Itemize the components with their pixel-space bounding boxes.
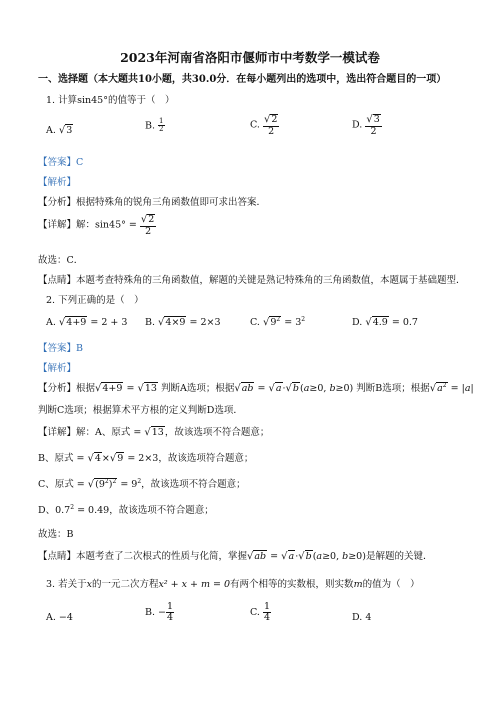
q3-option-d: D. 4 bbox=[352, 612, 372, 623]
q2-detail-d: D、$0.7^2 = 0.49$，故该选项不符合题意； bbox=[38, 503, 214, 516]
q2-comment: 【点睛】本题考查了二次根式的性质与化简，掌握√ab = √a·√b(a≥0, b≥0)是解题的关键． bbox=[38, 551, 433, 562]
q3-option-b: B. − $\frac{1}{4}$ bbox=[145, 601, 174, 623]
q2-answer: 【答案】B bbox=[38, 343, 83, 354]
q1-expr: sin45° bbox=[77, 95, 108, 106]
q1-conclusion: 故选：C． bbox=[38, 255, 84, 266]
q2-detail-b: B、原式 = √4×√9 = 2×3，故该选项符合题意； bbox=[38, 453, 254, 464]
q1-option-d: D. $\frac{√3}{2}$ bbox=[352, 114, 380, 137]
q1-stem: 1. 计算sin45°的值等于（ ） bbox=[46, 95, 175, 106]
q3-option-a: A. −4 bbox=[46, 612, 73, 623]
q2-option-d: D. √4.9 = 0.7 bbox=[352, 317, 418, 328]
q1-comment: 【点睛】本题考查特殊角的三角函数值，解题的关键是熟记特殊角的三角函数值，本题属于基础题型． bbox=[38, 275, 466, 286]
q2-option-a: A. √4+9 = 2 + 3 bbox=[46, 317, 128, 328]
q2-option-b: B. √4×9 = 2×3 bbox=[145, 317, 221, 328]
q1-analysis-tag: 【解析】 bbox=[38, 177, 77, 188]
q3-stem: 3. 若关于x的一元二次方程x² + x + m = 0有两个相等的实数根，则实数m的值为（ ） bbox=[46, 579, 420, 590]
q2-option-c: C. $√9^2 = 3^2$ bbox=[250, 315, 306, 328]
q2-stem: 2. 下列正确的是（ ） bbox=[46, 295, 144, 306]
q1-option-b: B. $\frac{1}{2}$ bbox=[145, 117, 164, 134]
q2-analysis-line2: 判断C选项；根据算术平方根的定义判断D选项． bbox=[38, 405, 243, 416]
page-title: 2023年河南省洛阳市偃师市中考数学一模试卷 bbox=[120, 50, 380, 65]
q3-option-c: C. $\frac{1}{4}$ bbox=[250, 601, 271, 623]
q1-option-a: A. √3 bbox=[46, 125, 73, 136]
q1-answer: 【答案】C bbox=[38, 157, 84, 168]
q2-analysis-tag: 【解析】 bbox=[38, 363, 77, 374]
q2-analysis-line1: 【分析】根据√4+9 = √13 判断A选项；根据√ab = √a·√b(a≥0, b≥0) 判断B选项；根据$√a^2 = |a|$ bbox=[38, 381, 474, 394]
q2-detail-a: 【详解】解：A、原式 = √13，故该选项不符合题意； bbox=[38, 427, 270, 438]
q2-conclusion: 故选：B bbox=[38, 529, 74, 540]
section-heading: 一、选择题（本大题共10小题，共30.0分．在每小题列出的选项中，选出符合题目的一项） bbox=[38, 74, 447, 85]
q1-analysis: 【分析】根据特殊角的锐角三角函数值即可求出答案． bbox=[38, 197, 267, 208]
q2-detail-c: C、原式 = $√(9^2)^2 = 9^2$，故该选项不符合题意； bbox=[38, 477, 246, 490]
q1-option-c: C. $\frac{√2}{2}$ bbox=[250, 114, 278, 137]
q1-detail: 【详解】解：sin45° = $\frac{√2}{2}$ bbox=[38, 214, 155, 237]
